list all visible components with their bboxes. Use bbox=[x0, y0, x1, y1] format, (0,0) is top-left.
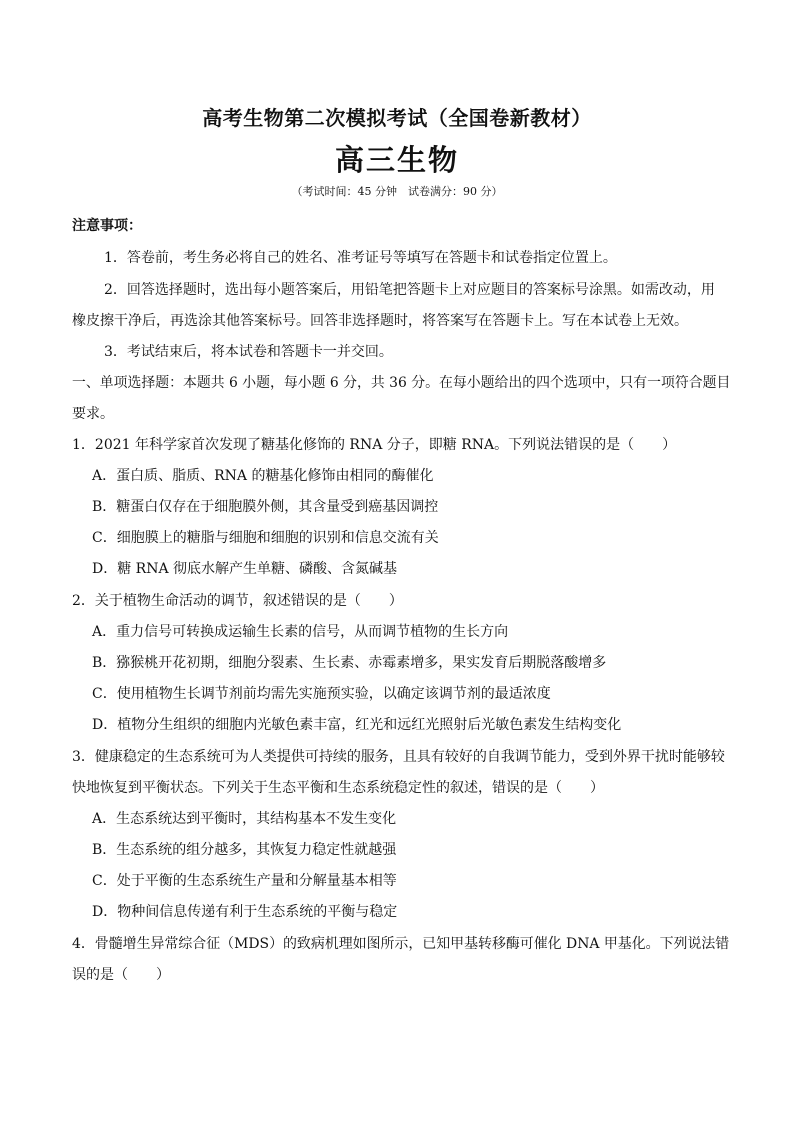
question-1-stem: 1．2021 年科学家首次发现了糖基化修饰的 RNA 分子，即糖 RNA。下列说法错误的是（ ） bbox=[72, 437, 677, 453]
question-2-option-b: B．猕猴桃开花初期，细胞分裂素、生长素、赤霉素增多，果实发育后期脱落酸增多 bbox=[92, 655, 607, 671]
question-1-option-d: D．糖 RNA 彻底水解产生单糖、磷酸、含氮碱基 bbox=[92, 561, 398, 577]
note-item-2-cont: 橡皮擦干净后，再选涂其他答案标号。回答非选择题时，将答案写在答题卡上。写在本试卷上无效。 bbox=[72, 313, 688, 329]
section-heading-cont: 要求。 bbox=[72, 406, 114, 422]
question-3-option-c: C．处于平衡的生态系统生产量和分解量基本相等 bbox=[92, 873, 397, 889]
question-4-stem-cont: 误的是（ ） bbox=[72, 967, 170, 983]
question-2-option-a: A．重力信号可转换成运输生长素的信号，从而调节植物的生长方向 bbox=[92, 624, 509, 640]
exam-title: 高考生物第二次模拟考试（全国卷新教材） bbox=[202, 106, 592, 130]
note-item-1: 1．答卷前，考生务必将自己的姓名、准考证号等填写在答题卡和试卷指定位置上。 bbox=[104, 250, 617, 266]
question-2-option-d: D．植物分生组织的细胞内光敏色素丰富，红光和远红光照射后光敏色素发生结构变化 bbox=[92, 717, 622, 733]
question-3-stem: 3．健康稳定的生态系统可为人类提供可持续的服务，且具有较好的自我调节能力，受到外界干扰时能够较 bbox=[72, 749, 725, 765]
subject-title: 高三生物 bbox=[334, 143, 459, 177]
question-2-stem: 2．关于植物生命活动的调节，叙述错误的是（ ） bbox=[72, 593, 403, 609]
question-3-option-d: D．物种间信息传递有利于生态系统的平衡与稳定 bbox=[92, 904, 398, 920]
question-4-stem: 4．骨髓增生异常综合征（MDS）的致病机理如图所示，已知甲基转移酶可催化 DNA 甲基化。下列说法错 bbox=[72, 936, 730, 952]
question-1-option-c: C．细胞膜上的糖脂与细胞和细胞的识别和信息交流有关 bbox=[92, 530, 439, 546]
note-item-2: 2．回答选择题时，选出每小题答案后，用铅笔把答题卡上对应题目的答案标号涂黑。如需改动，用 bbox=[104, 282, 715, 298]
question-3-option-a: A．生态系统达到平衡时，其结构基本不发生变化 bbox=[92, 811, 397, 827]
question-1-option-a: A．蛋白质、脂质、RNA 的糖基化修饰由相同的酶催化 bbox=[92, 468, 434, 484]
notes-heading: 注意事项： bbox=[72, 218, 142, 234]
question-1-option-b: B．糖蛋白仅存在于细胞膜外侧，其含量受到癌基因调控 bbox=[92, 499, 439, 515]
question-2-option-c: C．使用植物生长调节剂前均需先实施预实验，以确定该调节剂的最适浓度 bbox=[92, 686, 551, 702]
question-3-option-b: B．生态系统的组分越多，其恢复力稳定性就越强 bbox=[92, 842, 397, 858]
exam-info: （考试时间：45 分钟 试卷满分：90 分） bbox=[291, 185, 503, 198]
section-heading: 一、单项选择题：本题共 6 小题，每小题 6 分，共 36 分。在每小题给出的四个选项中，只有一项符合题目 bbox=[72, 375, 731, 391]
note-item-3: 3．考试结束后，将本试卷和答题卡一并交回。 bbox=[104, 344, 393, 360]
question-3-stem-cont: 快地恢复到平衡状态。下列关于生态平衡和生态系统稳定性的叙述，错误的是（ ） bbox=[72, 780, 604, 796]
